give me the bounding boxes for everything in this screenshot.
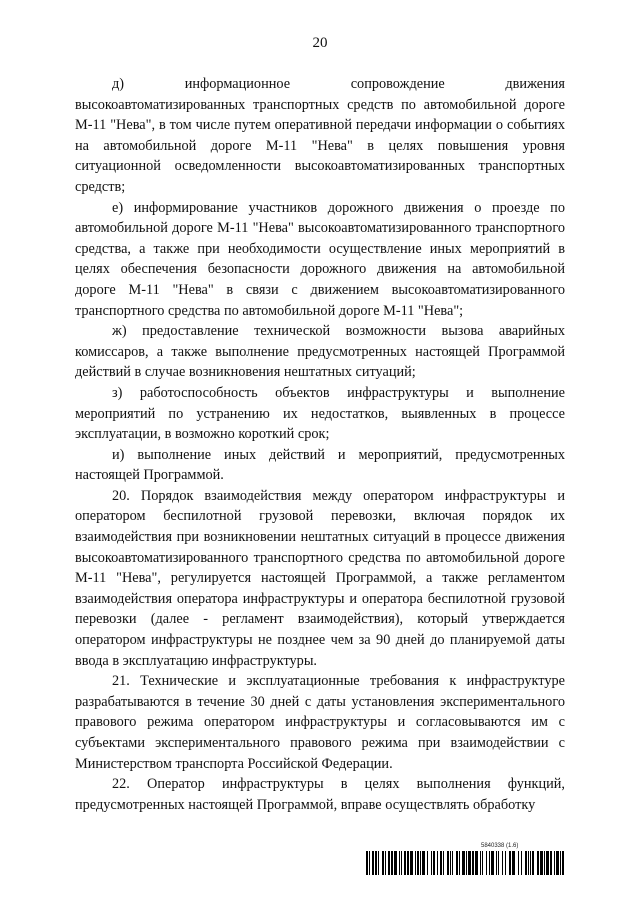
- paragraph-zh: ж) предоставление технической возможности вызова аварийных комиссаров, а также выполнение предусмотренных настоящей Программой действий в случае возникновения нештатных ситуаций;: [75, 323, 565, 381]
- document-code: 5840338 (1.6): [481, 843, 519, 849]
- paragraph-22: 22. Оператор инфраструктуры в целях выполнения функций, предусмотренных настоящей Программой, вправе осуществлять обработку: [75, 776, 565, 813]
- paragraph-e: е) информирование участников дорожного движения о проезде по автомобильной дороге М-11 "Нева" высокоавтоматизированного транспортного средства, а также при необходимости осуществление иных мероприятий в целях обеспечения безопасности дорожного движения на автомобильной дороге М-11 "Нева" в связи с движением высокоавтоматизированного транспортного средства по автомобильной дороге М-11 "Нева";: [75, 199, 565, 319]
- paragraph-d: д) информационное сопровождение движения высокоавтоматизированных транспортных средств по автомобильной дороге М-11 "Нева", в том числе путем оперативной передачи информации о событиях на автомобильной дороге М-11 "Нева" в целях повышения уровня ситуационной осведомленности высокоавтоматизированных транспортных средств;: [75, 76, 565, 195]
- paragraph-z: з) работоспособность объектов инфраструктуры и выполнение мероприятий по устранению их недостатков, выявленных в процессе эксплуатации, в возможно короткий срок;: [75, 384, 565, 443]
- barcode-space: [564, 851, 565, 875]
- page-number: 20: [312, 35, 328, 51]
- document-body: [75, 74, 565, 815]
- paragraph-i: и) выполнение иных действий и мероприятий, предусмотренных настоящей Программой.: [75, 446, 565, 484]
- paragraph-21: 21. Технические и эксплуатационные требования к инфраструктуре разрабатываются в течение 30 дней с даты установления экспериментального правового режима оператором инфраструктуры и согласовываются им с субъектами экспериментального правового режима при взаимодействии с Министерством транспорта Российской Федерации.: [75, 673, 565, 772]
- barcode: [366, 851, 566, 875]
- paragraph-20: 20. Порядок взаимодействия между оператором инфраструктуры и оператором беспилотной грузовой перевозки, включая порядок их взаимодействия при возникновении нештатных ситуаций в процессе движения высокоавтоматизированного транспортного средства по автомобильной дороге М-11 "Нева", регулируется настоящей Программой, а также регламентом взаимодействия оператора инфраструктуры и оператора беспилотной грузовой перевозки (далее - регламент взаимодействия), который утверждается оператором инфраструктуры не позднее чем за 90 дней до планируемой даты ввода в эксплуатацию инфраструктуры.: [75, 487, 565, 669]
